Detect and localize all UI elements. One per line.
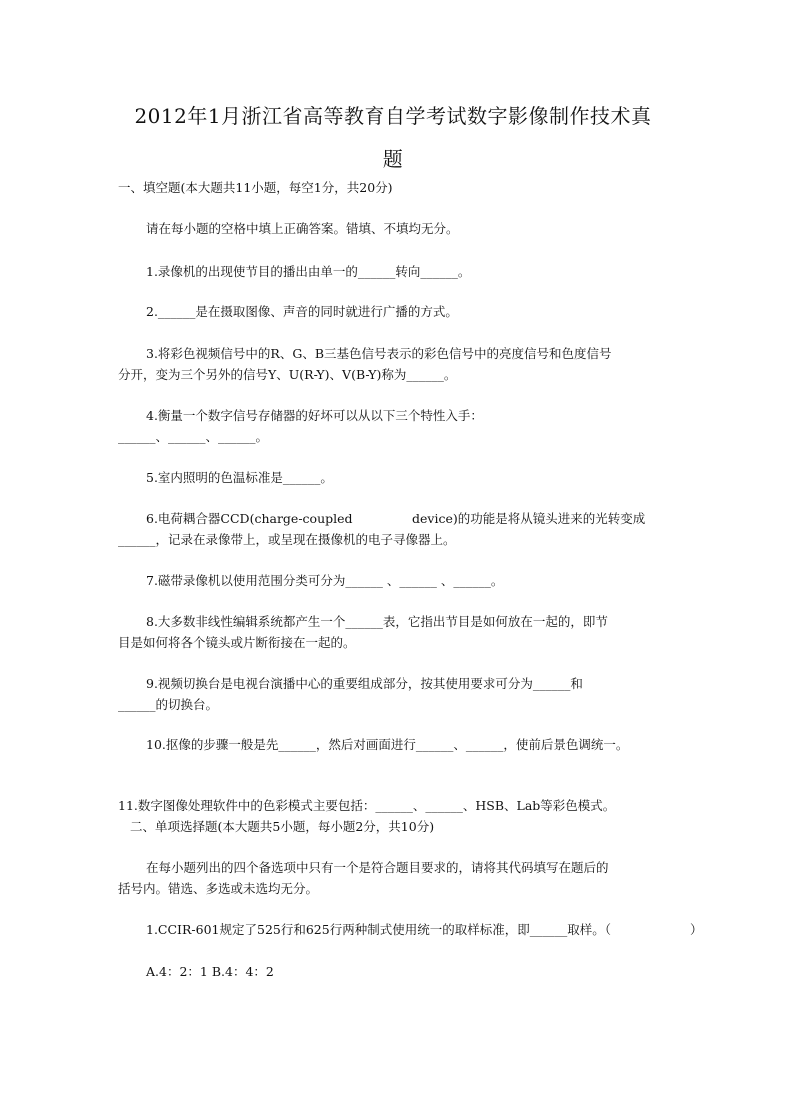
question-6-line1-b: device)的功能是将从镜头进来的光转变成: [412, 511, 646, 526]
document-title-line1: 2012年1月浙江省高等教育自学考试数字影像制作技术真: [134, 104, 652, 128]
question-8-line2: 目是如何将各个镜头或片断衔接在一起的。: [118, 635, 356, 650]
question-4-line1: 4.衡量一个数字信号存储器的好坏可以从以下三个特性入手：: [146, 408, 483, 423]
question-3-line2: 分开，变为三个另外的信号Y、U(R-Y)、V(B-Y)称为______。: [118, 367, 457, 382]
mc-question-1-options: A.4：2：1 B.4：4：2: [146, 964, 274, 979]
mc-question-1-paren-close: ）: [690, 922, 703, 937]
section2-heading: 二、单项选择题(本大题共5小题，每小题2分，共10分): [130, 819, 435, 834]
section1-instruction: 请在每小题的空格中填上正确答案。错填、不填均无分。: [146, 221, 459, 236]
section2-instruction-line1: 在每小题列出的四个备选项中只有一个是符合题目要求的，请将其代码填写在题后的: [146, 860, 609, 875]
question-9-line2: ______的切换台。: [118, 697, 219, 712]
section2-instruction-line2: 括号内。错选、多选或未选均无分。: [118, 881, 319, 896]
question-7: 7.磁带录像机以使用范围分类可分为______ 、______ 、______。: [146, 573, 504, 588]
question-5: 5.室内照明的色温标准是______。: [146, 470, 333, 485]
question-6-line1-a: 6.电荷耦合器CCD(charge-coupled: [146, 511, 353, 526]
document-title-line2: 题: [382, 147, 404, 171]
mc-question-1: 1.CCIR-601规定了525行和625行两种制式使用统一的取样标准，即______取样。（: [146, 922, 611, 937]
question-8-line1: 8.大多数非线性编辑系统都产生一个______表，它指出节目是如何放在一起的，即节: [146, 614, 608, 629]
question-6-line2: ______，记录在录像带上，或呈现在摄像机的电子寻像器上。: [118, 532, 456, 547]
question-10: 10.抠像的步骤一般是先______，然后对画面进行______、______，使前后景色调统一。: [146, 737, 629, 752]
section1-heading: 一、填空题(本大题共11小题，每空1分，共20分): [118, 180, 393, 195]
question-11: 11.数字图像处理软件中的色彩模式主要包括：______、______、HSB、Lab等彩色模式。: [118, 798, 616, 813]
question-2: 2.______是在摄取图像、声音的同时就进行广播的方式。: [146, 304, 458, 319]
question-1: 1.录像机的出现使节目的播出由单一的______转向______。: [146, 264, 471, 279]
question-3-line1: 3.将彩色视频信号中的R、G、B三基色信号表示的彩色信号中的亮度信号和色度信号: [146, 346, 612, 361]
question-9-line1: 9.视频切换台是电视台演播中心的重要组成部分，按其使用要求可分为______和: [146, 676, 583, 691]
question-4-line2: ______、______、______。: [118, 429, 269, 444]
